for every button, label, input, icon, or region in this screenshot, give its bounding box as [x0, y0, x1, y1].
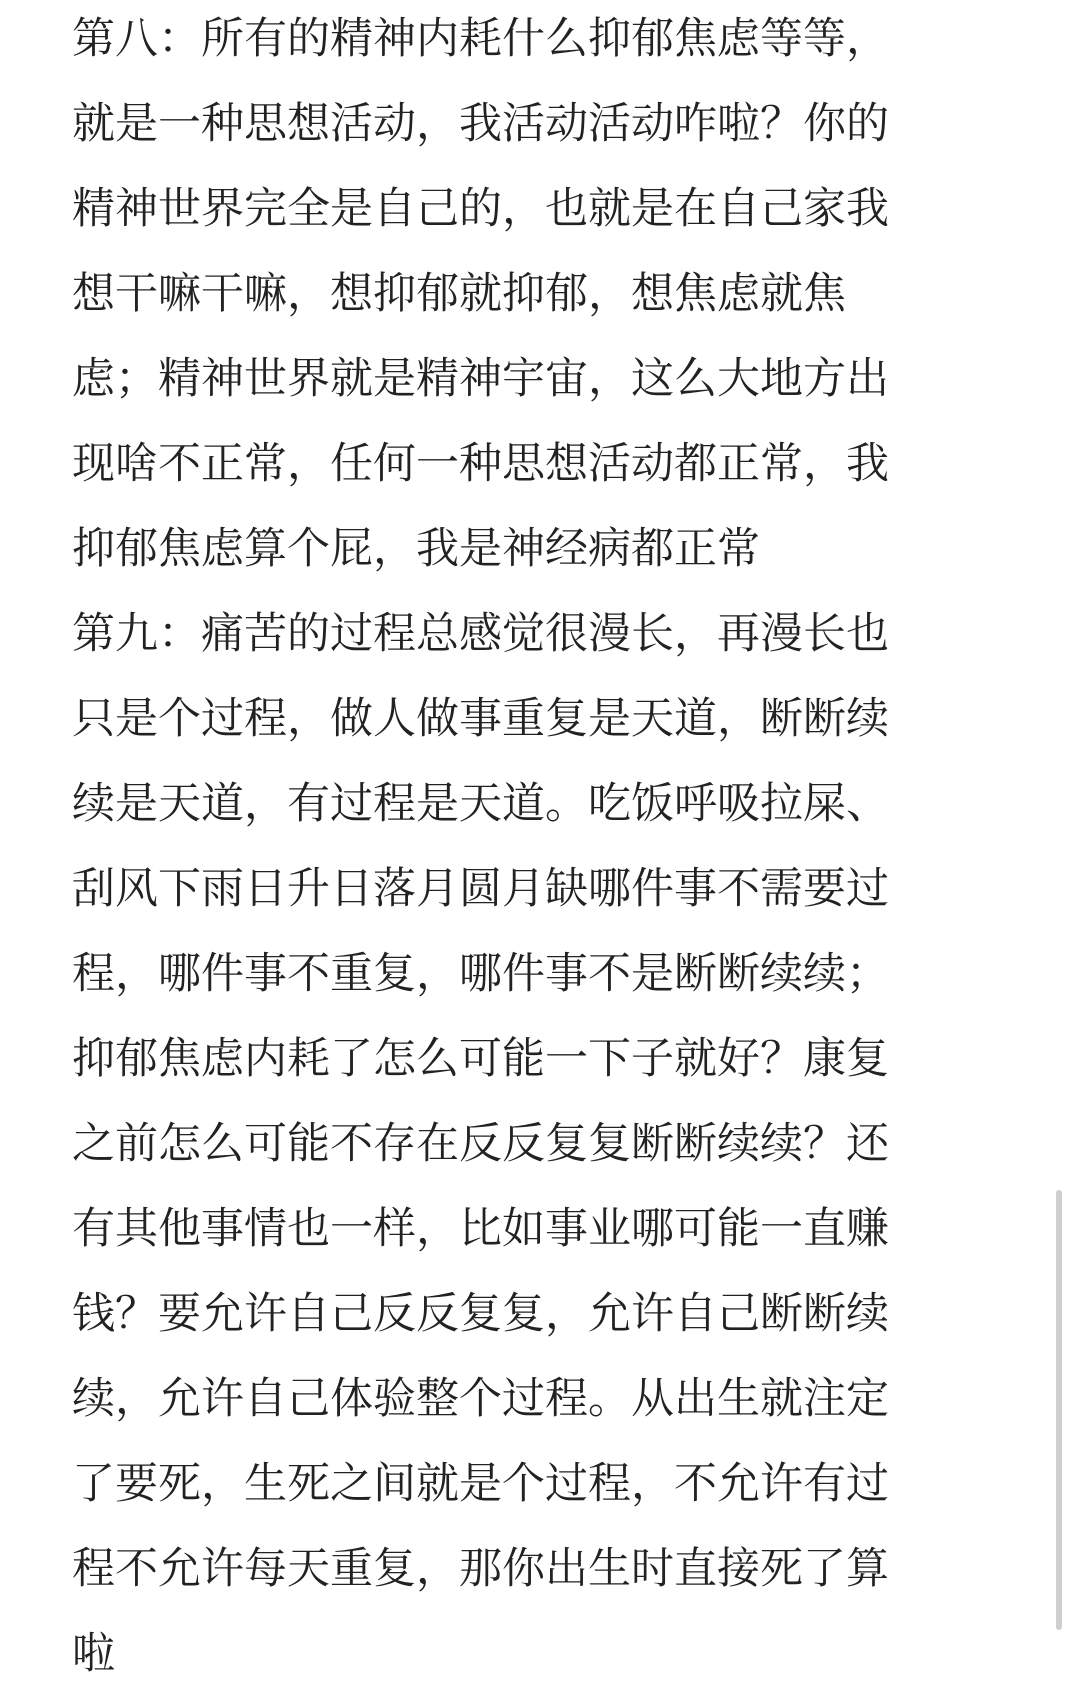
article-line: 钱？要允许自己反反复复，允许自己断断续 — [72, 1289, 889, 1339]
article-line: 现啥不正常，任何一种思想活动都正常，我 — [72, 439, 889, 489]
article-line: 精神世界完全是自己的，也就是在自己家我 — [72, 184, 889, 234]
article-line: 想干嘛干嘛，想抑郁就抑郁，想焦虑就焦 — [72, 269, 846, 319]
article-line: 第八：所有的精神内耗什么抑郁焦虑等等， — [72, 14, 889, 64]
article-line: 第九：痛苦的过程总感觉很漫长，再漫长也 — [72, 609, 889, 659]
article-line: 有其他事情也一样，比如事业哪可能一直赚 — [72, 1204, 889, 1254]
article-line: 续是天道，有过程是天道。吃饭呼吸拉屎、 — [72, 779, 889, 829]
article-line: 抑郁焦虑内耗了怎么可能一下子就好？康复 — [72, 1034, 889, 1084]
article-line: 只是个过程，做人做事重复是天道，断断续 — [72, 694, 889, 744]
article-line: 之前怎么可能不存在反反复复断断续续？还 — [72, 1119, 889, 1169]
article-line: 程，哪件事不重复，哪件事不是断断续续； — [72, 949, 889, 999]
article-line: 就是一种思想活动，我活动活动咋啦？你的 — [72, 99, 889, 149]
article-line: 抑郁焦虑算个屁，我是神经病都正常 — [72, 524, 760, 574]
article-line: 了要死，生死之间就是个过程，不允许有过 — [72, 1459, 889, 1509]
article-line: 程不允许每天重复，那你出生时直接死了算 — [72, 1544, 889, 1594]
article-body — [72, 0, 972, 1697]
article-line: 续，允许自己体验整个过程。从出生就注定 — [72, 1374, 889, 1424]
article-line: 虑；精神世界就是精神宇宙，这么大地方出 — [72, 354, 889, 404]
scrollbar-thumb[interactable] — [1056, 1190, 1062, 1630]
article-line: 啦 — [72, 1629, 115, 1679]
article-line: 刮风下雨日升日落月圆月缺哪件事不需要过 — [72, 864, 889, 914]
